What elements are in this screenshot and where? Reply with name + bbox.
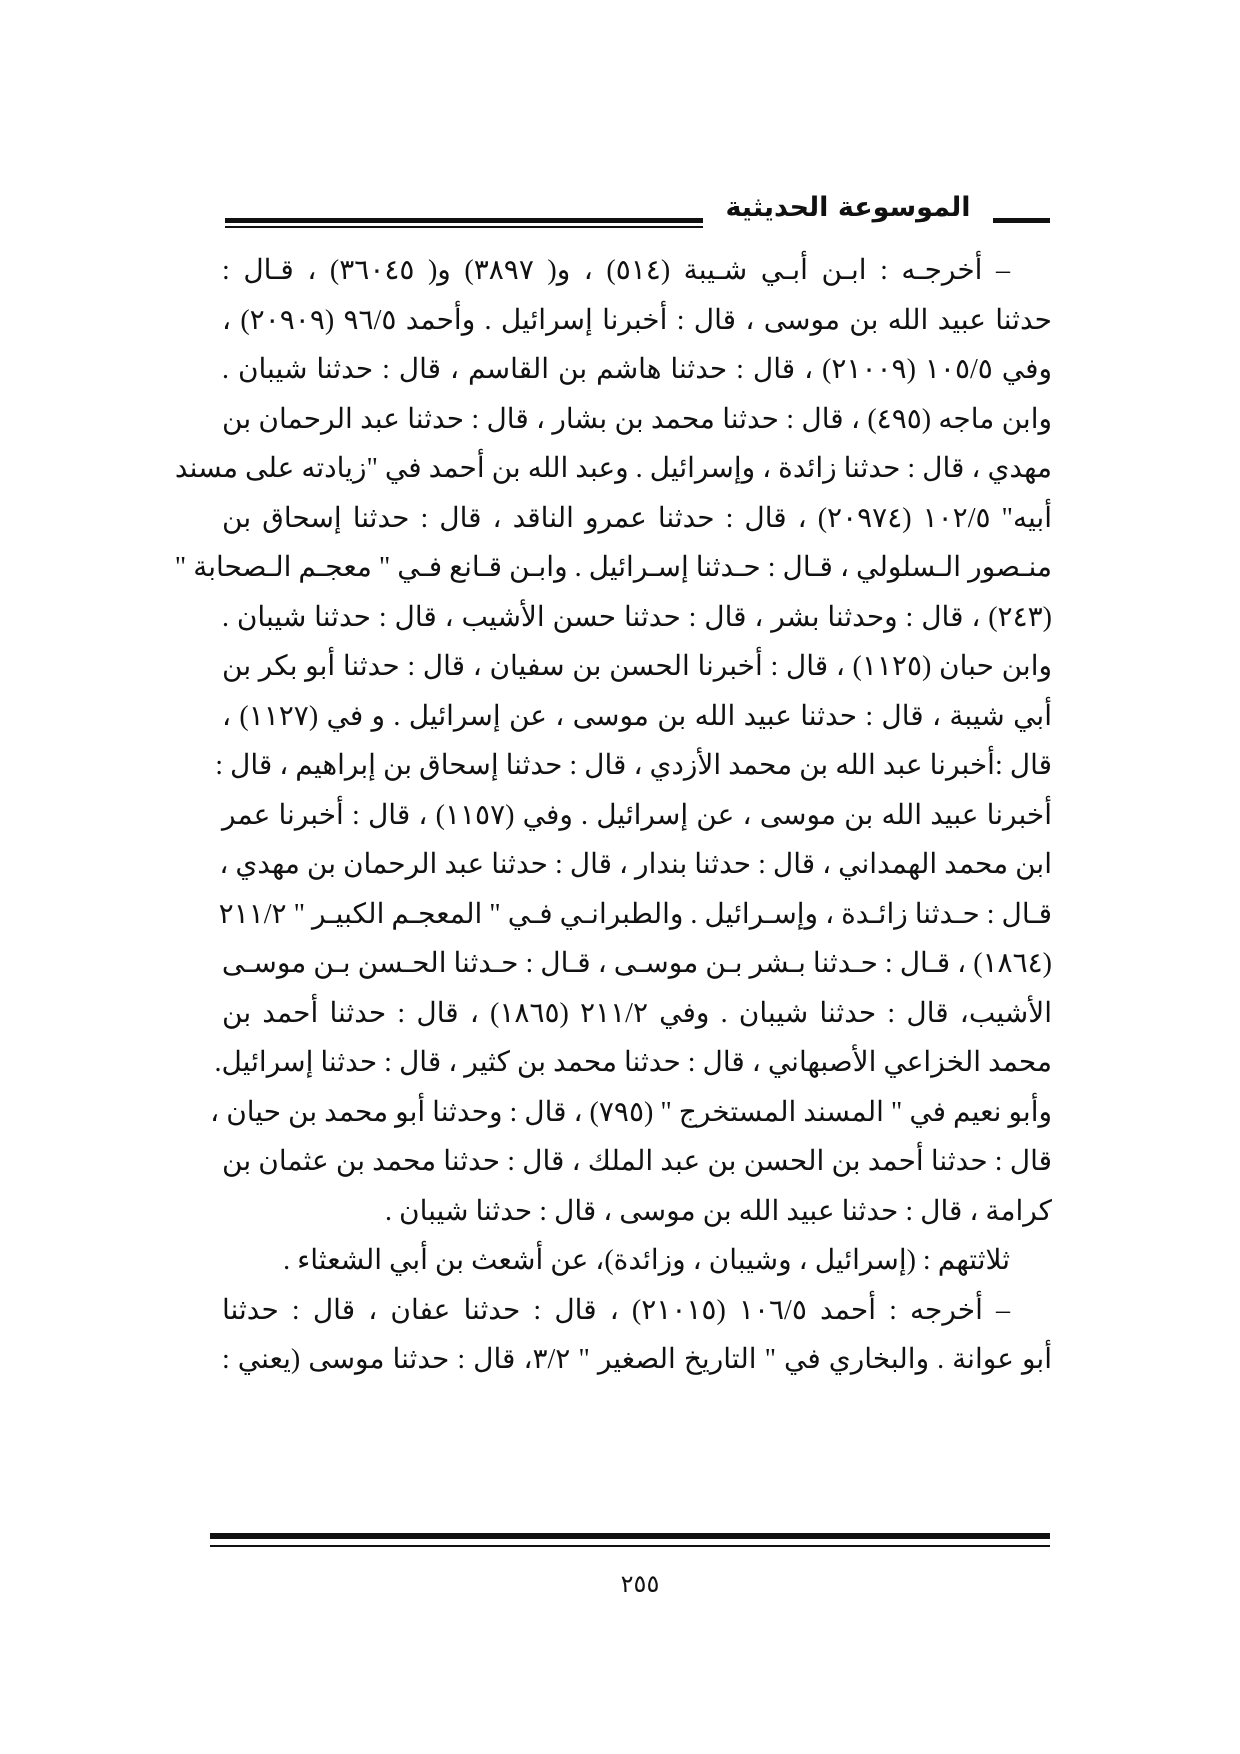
body-line: قـال : حـدثنا زائـدة ، وإسـرائيل . والطبرانـي فـي " المعجـم الكبيـر " ٢١١/٢ (218, 898, 1052, 930)
body-line: ثلاثتهم : (إسرائيل ، وشيبان ، وزائدة)، عن أشعث بن أبي الشعثاء . (283, 1245, 1010, 1276)
page-number: ٢٥٥ (620, 1570, 660, 1598)
body-line: وأبو نعيم في " المسند المستخرج " (٧٩٥) ، قال : وحدثنا أبو محمد بن حيان ، (210, 1096, 1052, 1128)
body-line: أبو عوانة . والبخاري في " التاريخ الصغير " ٣/٢، قال : حدثنا موسى (يعني : (222, 1344, 1052, 1375)
body-line: حدثنا عبيد الله بن موسى ، قال : أخبرنا إسرائيل . وأحمد ٩٦/٥ (٢٠٩٠٩) ، (222, 304, 1052, 336)
body-line: وابن ماجه (٤٩٥) ، قال : حدثنا محمد بن بشار ، قال : حدثنا عبد الرحمان بن (222, 403, 1052, 435)
body-line: كرامة ، قال : حدثنا عبيد الله بن موسى ، قال : حدثنا شيبان . (385, 1195, 1052, 1227)
body-line: أبي شيبة ، قال : حدثنا عبيد الله بن موسى ، عن إسرائيل . و في (١١٢٧) ، (222, 700, 1052, 732)
body-line: ابن محمد الهمداني ، قال : حدثنا بندار ، قال : حدثنا عبد الرحمان بن مهدي ، (219, 849, 1052, 880)
header-rule-left (225, 218, 703, 223)
body-line: (١٨٦٤) ، قـال : حـدثنا بـشر بـن موسـى ، قـال : حـدثنا الحـسن بـن موسـى (221, 948, 1052, 979)
footer-rule-thin (210, 1545, 1050, 1547)
body-line: أبيه" ١٠٢/٥ (٢٠٩٧٤) ، قال : حدثنا عمرو الناقد ، قال : حدثنا إسحاق بن (222, 502, 1053, 534)
body-line: – أخرجـه : ابـن أبـي شـيبة (٥١٤) ، و( ٣٨٩٧) و( ٣٦٠٤٥) ، قـال : (222, 255, 1010, 286)
body-line: – أخرجه : أحمد ١٠٦/٥ (٢١٠١٥) ، قال : حدثنا عفان ، قال : حدثنا (222, 1294, 1011, 1326)
body-line: مهدي ، قال : حدثنا زائدة ، وإسرائيل . وعبد الله بن أحمد في "زيادته على مسند (174, 453, 1052, 484)
body-line: وفي ١٠٥/٥ (٢١٠٠٩) ، قال : حدثنا هاشم بن القاسم ، قال : حدثنا شيبان . (222, 354, 1053, 385)
body-text (174, 246, 1053, 1385)
body-line: منـصور الـسلولي ، قـال : حـدثنا إسـرائيل . وابـن قـانع فـي " معجـم الـصحابة " (174, 552, 1052, 583)
body-line: قال :أخبرنا عبد الله بن محمد الأزدي ، قال : حدثنا إسحاق بن إبراهيم ، قال : (215, 750, 1052, 781)
header-rule-right (993, 218, 1050, 223)
body-line: أخبرنا عبيد الله بن موسى ، عن إسرائيل . وفي (١١٥٧) ، قال : أخبرنا عمر (222, 799, 1052, 831)
header-title: الموسوعة الحديثية (725, 192, 971, 223)
body-line: قال : حدثنا أحمد بن الحسن بن عبد الملك ، قال : حدثنا محمد بن عثمان بن (222, 1146, 1052, 1177)
footer-rule-thick (210, 1533, 1050, 1539)
body-line: محمد الخزاعي الأصبهاني ، قال : حدثنا محمد بن كثير ، قال : حدثنا إسرائيل. (214, 1047, 1052, 1078)
body-line: وابن حبان (١١٢٥) ، قال : أخبرنا الحسن بن سفيان ، قال : حدثنا أبو بكر بن (222, 651, 1052, 682)
running-header (225, 186, 1050, 236)
body-line: الأشيب، قال : حدثنا شيبان . وفي ٢١١/٢ (١٨٦٥) ، قال : حدثنا أحمد بن (222, 997, 1052, 1029)
body-line: (٢٤٣) ، قال : وحدثنا بشر ، قال : حدثنا حسن الأشيب ، قال : حدثنا شيبان . (222, 601, 1052, 633)
